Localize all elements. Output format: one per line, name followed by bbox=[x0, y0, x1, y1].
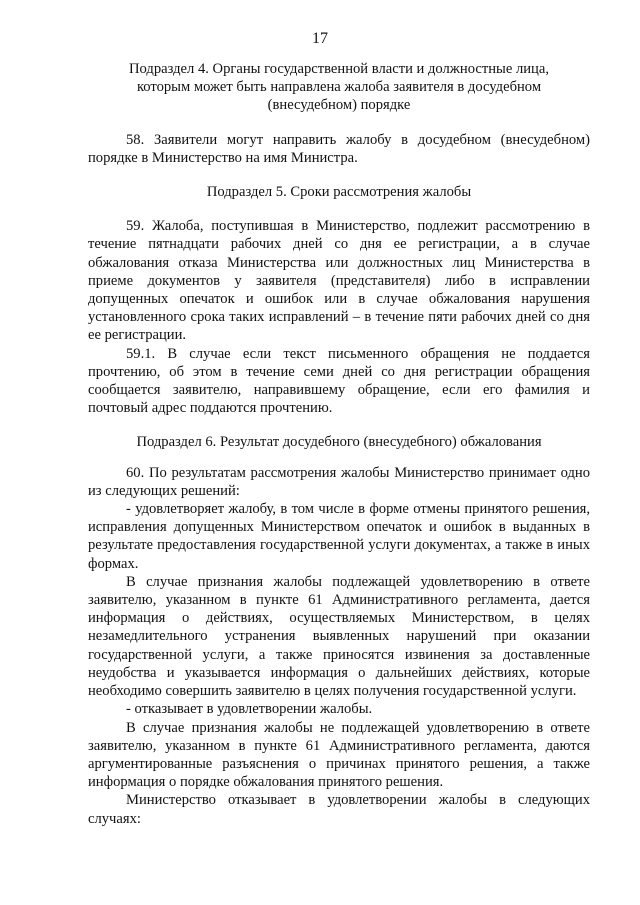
document-body bbox=[88, 60, 590, 828]
paragraph-60-refuse: - отказывает в удовлетворении жалобы. bbox=[126, 701, 373, 718]
paragraph-59-1: 59.1. В случае если текст письменного обращения не поддается прочтению, об этом в течение семи дней со дня регистрации обращения сообщается заявителю, направившему обращение, если его фамилия и почтовый адрес поддаются прочтению. bbox=[88, 345, 590, 417]
heading-line: которым может быть направлена жалоба заявителя в досудебном bbox=[136, 79, 542, 96]
paragraph-60: 60. По результатам рассмотрения жалобы Министерство принимает одно из следующих решений: bbox=[88, 464, 590, 499]
subsection-6-heading: Подраздел 6. Результат досудебного (внесудебного) обжалования bbox=[136, 434, 542, 451]
paragraph-59: 59. Жалоба, поступившая в Министерство, подлежит рассмотрению в течение пятнадцати рабочих дней со дня ее регистрации, а в случае обжалования отказа Министерства или должностных лиц Министерства в приеме документов у заявителя (представителя) либо в исправлении допущенных опечаток и ошибок или в случае обжалования нарушения установленного срока таких исправлений – в течение пяти рабочих дней со дня ее регистрации. bbox=[88, 218, 590, 344]
heading-line: Подраздел 4. Органы государственной власти и должностные лица, bbox=[129, 61, 549, 77]
paragraph-60-satisfy-details: В случае признания жалобы подлежащей удовлетворению в ответе заявителю, указанном в пункте 61 Административного регламента, дается информация о действиях, осуществляемых Министерством, в целях незамедлительного устранения выявленных нарушений при оказании государственной услуги, а также приносятся извинения за доставленные неудобства и указывается информация о дальнейших действиях, которые необходимо совершить заявителю в целях получения государственной услуги. bbox=[88, 573, 590, 700]
subsection-4-heading bbox=[88, 60, 590, 115]
page-number: 17 bbox=[312, 30, 328, 47]
paragraph-58: 58. Заявители могут направить жалобу в досудебном (внесудебном) порядке в Министерство на имя Министра. bbox=[88, 131, 590, 166]
subsection-5-heading: Подраздел 5. Сроки рассмотрения жалобы bbox=[206, 184, 472, 201]
heading-line: (внесудебном) порядке bbox=[267, 97, 411, 114]
paragraph-60-satisfy: - удовлетворяет жалобу, в том числе в форме отмены принятого решения, исправления допущенных Министерством опечаток и ошибок в выданных в результате предоставления государственной услуги документах, а также в иных формах. bbox=[88, 501, 590, 572]
paragraph-60-refuse-details: В случае признания жалобы не подлежащей удовлетворению в ответе заявителю, указанном в пункте 61 Административного регламента, даются аргументированные разъяснения о причинах принятого решения, а также информация о порядке обжалования принятого решения. bbox=[88, 719, 590, 791]
paragraph-60-refusal-cases: Министерство отказывает в удовлетворении жалобы в следующих случаях: bbox=[88, 792, 590, 827]
